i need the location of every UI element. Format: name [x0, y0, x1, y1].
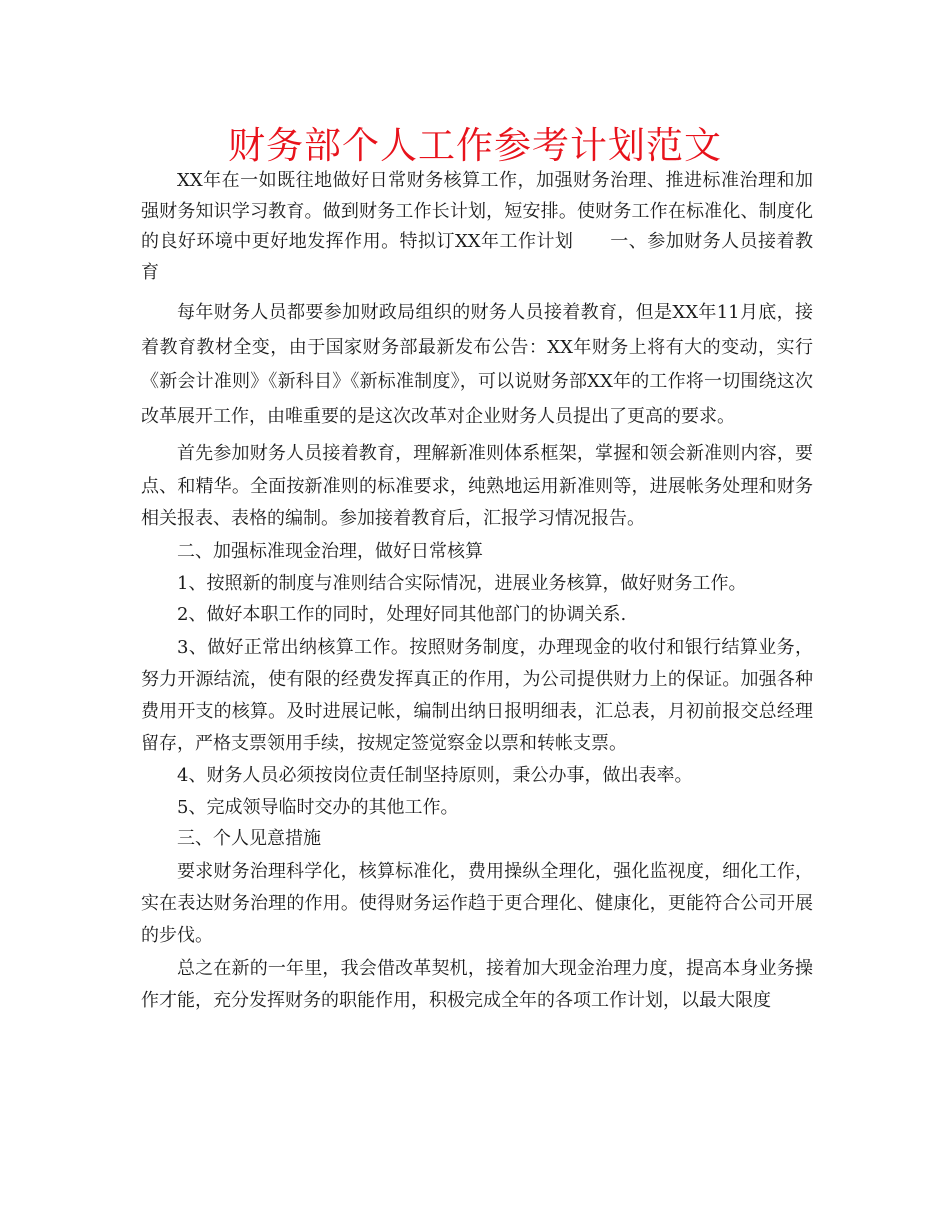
paragraph-training-plan: 首先参加财务人员接着教育，理解新准则体系框架，掌握和领会新准则内容，要点、和精华。全面按新准则的标准要求，纯熟地运用新准则等，进展帐务处理和财务相关报表、表格的编制。参加接着教育后，汇报学习情况报告。: [141, 443, 813, 529]
section-heading-cash-management: 二、加强标准现金治理，做好日常核算: [177, 541, 483, 562]
paragraph-conclusion: 总之在新的一年里，我会借改革契机，接着加大现金治理力度，提高本身业务操作才能，充分发挥财务的职能作用，积极完成全年的各项工作计划，以最大限度: [141, 958, 813, 1011]
list-item-1: 1、按照新的制度与准则结合实际情况，进展业务核算，做好财务工作。: [177, 572, 747, 594]
paragraph-requirements: 要求财务治理科学化，核算标准化，费用操纵全理化，强化监视度，细化工作，实在表达财务治理的作用。使得财务运作趋于更合理化、健康化，更能符合公司开展的步伐。: [141, 860, 813, 946]
list-item-3: 3、做好正常出纳核算工作。按照财务制度，办理现金的收付和银行结算业务，努力开源结流，使有限的经费发挥真正的作用，为公司提供财力上的保证。加强各种费用开支的核算。及时进展记帐，编制出纳日报明细表，汇总表，月初前报交总经理留存，严格支票领用手续，按规定签觉察金以票和转帐支票。: [141, 636, 813, 754]
list-item-5: 5、完成领导临时交办的其他工作。: [177, 796, 459, 818]
document-title: 财务部个人工作参考计划范文: [228, 124, 722, 167]
document-body: [141, 166, 813, 1017]
list-item-2: 2、做好本职工作的同时，处理好同其他部门的协调关系.: [177, 604, 627, 625]
paragraph-intro: XX年在一如既往地做好日常财务核算工作，加强财务治理、推进标准治理和加强财务知识学习教育。做到财务工作长计划，短安排。使财务工作在标准化、制度化的良好环境中更好地发挥作用。特拟订XX年工作计划 一、参加财务人员接着教育: [141, 170, 813, 283]
paragraph-continuing-education: 每年财务人员都要参加财政局组织的财务人员接着教育，但是XX年11月底，接着教育教材全变，由于国家财务部最新发布公告：XX年财务上将有大的变动，实行《新会计准则》《新科目》《新标准制度》，可以说财务部XX年的工作将一切围绕这次改革展开工作，由唯重要的是这次改革对企业财务人员提出了更高的要求。: [141, 302, 813, 427]
section-heading-measures: 三、个人见意措施: [177, 828, 321, 849]
list-item-4: 4、财务人员必须按岗位责任制坚持原则，秉公办事，做出表率。: [177, 765, 693, 786]
